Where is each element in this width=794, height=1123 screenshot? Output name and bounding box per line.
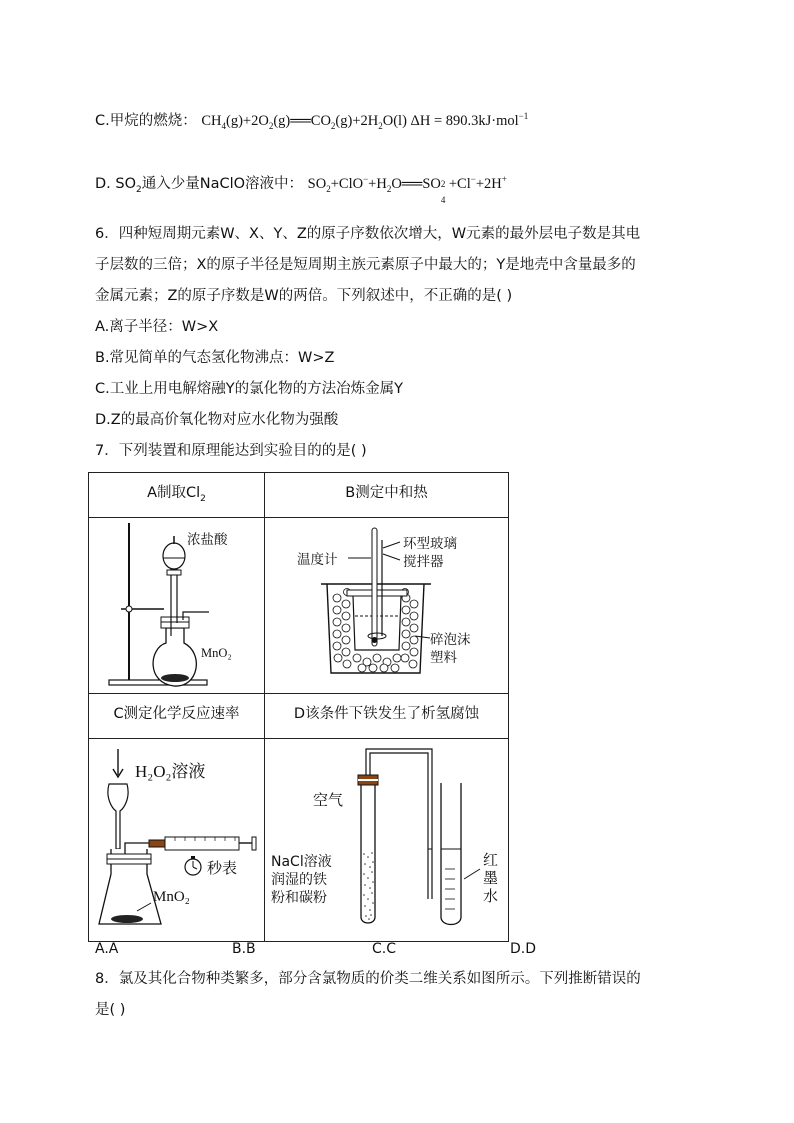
q7-choice-c: C.C [372, 941, 397, 957]
q7-apparatus-table [88, 472, 509, 942]
q8-stem-line2: 是( ) [95, 1002, 126, 1018]
q7-choice-d: D.D [510, 941, 537, 957]
q5-option-c: C.甲烷的燃烧： $CH_4(g)+2O_2(g)══CO_2(g)+2H_2O(l) \Delta H = 890.3kJ\cdot mol^{-1}$ [95, 111, 529, 131]
label-mno2-c: MnO₂ [153, 889, 190, 905]
q5-option-d: D. $SO_2$通入少量NaClO溶液中： $SO_2+ClO^-+H_2O══SO$ 2 4 +Cl−+2H+ [95, 174, 507, 205]
q6-stem-line3: 金属元素；Z的原子序数是W的两倍。下列叙述中，不正确的是( ) [95, 288, 513, 304]
label-h2o2: H₂O₂溶液 [135, 762, 206, 781]
label-nacl-3: 粉和碳粉 [271, 890, 327, 906]
label-ink-1: 红 [483, 851, 499, 869]
q7-header-a: A制取$Cl_2$ [89, 473, 265, 518]
label-conc-hcl: 浓盐酸 [187, 532, 228, 548]
cl2-generator-diagram [89, 518, 264, 693]
q7-stem: 7．下列装置和原理能达到实验目的的是( ) [95, 443, 367, 459]
q6-option-a: A.离子半径：W>X [95, 319, 219, 335]
q7-figure-d [265, 739, 509, 942]
q7-figure-a [89, 518, 265, 694]
q6-stem-line2: 子层数的三倍；X的原子半径是短周期主族元素原子中最大的；Y是地壳中含量最多的 [95, 257, 636, 273]
label-mno2-a: MnO₂ [201, 646, 232, 660]
calorimeter-diagram [265, 518, 508, 693]
q5-c-equation: $CH_4(g)+2O_2(g)══CO_2(g)+2H_2O(l) \Delta H = 890.3kJ\cdot mol^{-1}$ [201, 111, 529, 131]
q6-option-c: C.工业上用电解熔融Y的氯化物的方法冶炼金属Y [95, 381, 403, 397]
label-air: 空气 [313, 791, 344, 809]
iron-corrosion-diagram [265, 739, 508, 941]
q7-header-b: B测定中和热 [265, 473, 509, 518]
q7-header-c: C测定化学反应速率 [89, 694, 265, 739]
label-stirrer-2: 搅拌器 [403, 554, 444, 570]
q8-stem-line1: 8．氯及其化合物种类繁多，部分含氯物质的价类二维关系如图所示。下列推断错误的 [95, 971, 641, 987]
q7-choice-a: A.A [95, 941, 119, 957]
q7-figure-b [265, 518, 509, 694]
label-nacl-1: NaCl溶液 [271, 854, 332, 870]
label-stirrer-1: 环型玻璃 [403, 536, 457, 552]
q6-stem-line1: 6．四种短周期元素W、X、Y、Z的原子序数依次增大，W元素的最外层电子数是其电 [95, 226, 641, 242]
q7-header-d: D该条件下铁发生了析氢腐蚀 [265, 694, 509, 739]
label-stopwatch: 秒表 [207, 859, 238, 877]
label-nacl-2: 润湿的铁 [271, 872, 327, 888]
q7-choice-b: B.B [232, 941, 256, 957]
label-ink-3: 水 [483, 887, 499, 905]
label-thermometer: 温度计 [297, 552, 338, 568]
q6-option-b: B.常见简单的气态氢化物沸点：W>Z [95, 350, 335, 366]
q6-option-d: D.Z的最高价氧化物对应水化物为强酸 [95, 412, 339, 428]
label-ink-2: 墨 [483, 869, 499, 887]
label-foam-1: 碎泡沫 [430, 632, 471, 648]
label-foam-2: 塑料 [430, 650, 457, 666]
q7-figure-c [89, 739, 265, 942]
q5-d-equation: $SO_2+ClO^-+H_2O══SO$ 2 4 +Cl−+2H+ [307, 174, 507, 205]
